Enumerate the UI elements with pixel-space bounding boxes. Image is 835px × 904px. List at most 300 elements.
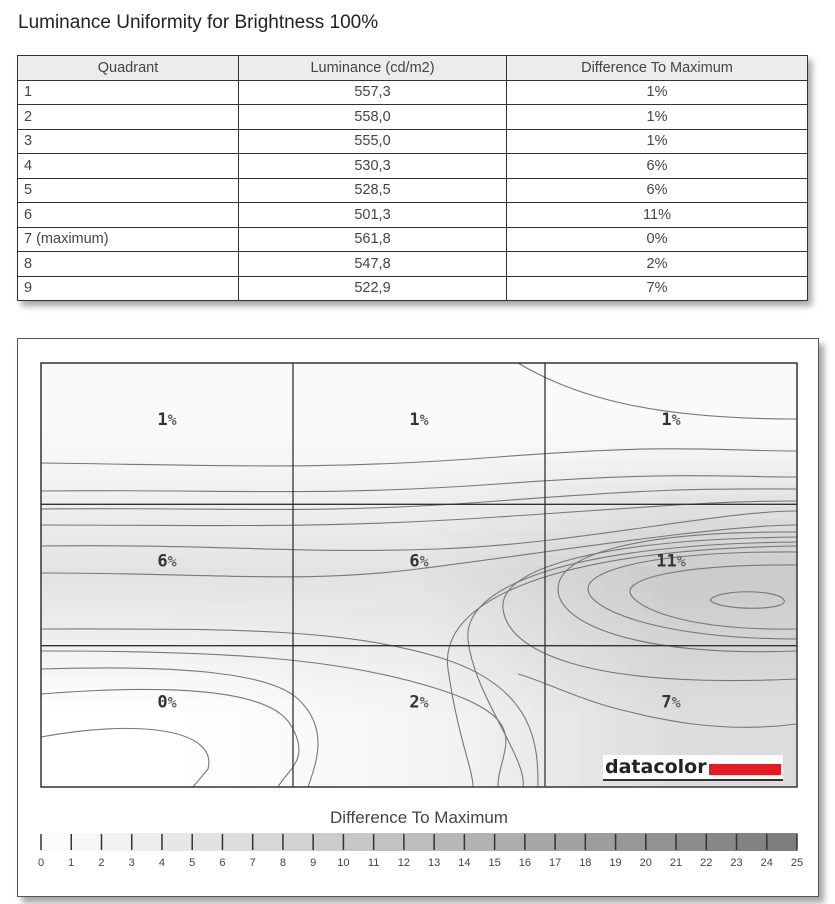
heatmap-sample: [149, 447, 162, 460]
heatmap-sample: [689, 675, 702, 688]
heatmap-sample: [149, 483, 162, 496]
heatmap-sample: [545, 387, 558, 400]
heatmap-sample: [485, 399, 498, 412]
heatmap-sample: [761, 423, 774, 436]
heatmap-sample: [113, 411, 126, 424]
heatmap-sample: [581, 627, 594, 640]
heatmap-sample: [497, 423, 510, 436]
heatmap-sample: [197, 363, 210, 376]
heatmap-sample: [185, 699, 198, 712]
heatmap-sample: [497, 699, 510, 712]
heatmap-sample: [641, 627, 654, 640]
heatmap-sample: [329, 363, 342, 376]
heatmap-sample: [473, 459, 486, 472]
heatmap-sample: [305, 591, 318, 604]
heatmap-sample: [545, 411, 558, 424]
legend-tick-label: 15: [488, 857, 501, 869]
heatmap-sample: [689, 687, 702, 700]
heatmap-sample: [677, 675, 690, 688]
heatmap-sample: [185, 375, 198, 388]
heatmap-sample: [665, 483, 678, 496]
heatmap-sample: [233, 387, 246, 400]
heatmap-sample: [161, 579, 174, 592]
heatmap-sample: [77, 591, 90, 604]
heatmap-sample: [137, 435, 150, 448]
heatmap-sample: [557, 471, 570, 484]
heatmap-sample: [653, 675, 666, 688]
heatmap-sample: [41, 495, 54, 508]
difference-cell: 11%: [507, 203, 808, 228]
heatmap-sample: [785, 603, 798, 616]
heatmap-sample: [389, 579, 402, 592]
heatmap-sample: [581, 711, 594, 724]
heatmap-sample: [737, 723, 750, 736]
heatmap-sample: [485, 723, 498, 736]
heatmap-sample: [485, 435, 498, 448]
heatmap-sample: [737, 375, 750, 388]
heatmap-sample: [197, 567, 210, 580]
legend-tick-label: 0: [37, 857, 45, 869]
heatmap-sample: [281, 675, 294, 688]
heatmap-sample: [77, 531, 90, 544]
heatmap-sample: [773, 687, 786, 700]
heatmap-sample: [749, 735, 762, 748]
quadrant-cell: 8: [18, 252, 239, 277]
heatmap-sample: [725, 699, 738, 712]
heatmap-sample: [365, 675, 378, 688]
heatmap-sample: [689, 375, 702, 388]
heatmap-sample: [641, 651, 654, 664]
heatmap-sample: [569, 615, 582, 628]
heatmap-sample: [545, 603, 558, 616]
heatmap-sample: [125, 699, 138, 712]
heatmap-sample: [245, 699, 258, 712]
heatmap-sample: [161, 471, 174, 484]
quadrant-cell: 4: [18, 154, 239, 179]
heatmap-sample: [257, 411, 270, 424]
heatmap-sample: [485, 567, 498, 580]
heatmap-sample: [125, 435, 138, 448]
heatmap-sample: [365, 759, 378, 772]
heatmap-sample: [221, 747, 234, 760]
heatmap-sample: [101, 735, 114, 748]
heatmap-sample: [725, 615, 738, 628]
heatmap-sample: [305, 735, 318, 748]
heatmap-sample: [689, 579, 702, 592]
heatmap-sample: [365, 771, 378, 784]
legend-tick-label: 25: [790, 857, 804, 869]
table-row: [18, 129, 808, 154]
heatmap-sample: [569, 579, 582, 592]
heatmap-sample: [593, 435, 606, 448]
heatmap-sample: [233, 483, 246, 496]
heatmap-sample: [53, 543, 66, 556]
heatmap-sample: [113, 471, 126, 484]
heatmap-sample: [197, 387, 210, 400]
heatmap-sample: [569, 759, 582, 772]
heatmap-sample: [509, 363, 522, 376]
heatmap-sample: [353, 651, 366, 664]
heatmap-sample: [161, 363, 174, 376]
luminance-table: [17, 55, 808, 301]
heatmap-sample: [329, 723, 342, 736]
heatmap-sample: [185, 399, 198, 412]
heatmap-sample: [269, 699, 282, 712]
heatmap-sample: [377, 507, 390, 520]
heatmap-sample: [137, 387, 150, 400]
heatmap-sample: [437, 747, 450, 760]
heatmap-sample: [89, 471, 102, 484]
brand-logo-text: datacolor: [605, 756, 707, 778]
heatmap-sample: [401, 627, 414, 640]
heatmap-sample: [293, 459, 306, 472]
heatmap-sample: [317, 555, 330, 568]
heatmap-sample: [677, 627, 690, 640]
heatmap-sample: [209, 495, 222, 508]
heatmap-sample: [581, 483, 594, 496]
heatmap-sample: [725, 735, 738, 748]
heatmap-sample: [401, 603, 414, 616]
heatmap-sample: [425, 627, 438, 640]
heatmap-sample: [53, 363, 66, 376]
heatmap-sample: [53, 459, 66, 472]
heatmap-sample: [365, 399, 378, 412]
heatmap-sample: [53, 663, 66, 676]
heatmap-sample: [593, 363, 606, 376]
heatmap-sample: [377, 579, 390, 592]
heatmap-sample: [413, 531, 426, 544]
heatmap-sample: [41, 723, 54, 736]
heatmap-sample: [617, 651, 630, 664]
heatmap-sample: [89, 603, 102, 616]
heatmap-sample: [185, 447, 198, 460]
heatmap-sample: [353, 591, 366, 604]
heatmap-sample: [197, 675, 210, 688]
heatmap-sample: [65, 555, 78, 568]
heatmap-sample: [497, 459, 510, 472]
heatmap-sample: [221, 435, 234, 448]
heatmap-sample: [533, 507, 546, 520]
heatmap-sample: [461, 663, 474, 676]
heatmap-sample: [185, 411, 198, 424]
heatmap-sample: [317, 363, 330, 376]
heatmap-sample: [473, 723, 486, 736]
heatmap-sample: [449, 555, 462, 568]
heatmap-sample: [329, 555, 342, 568]
heatmap-sample: [629, 687, 642, 700]
heatmap-sample: [149, 747, 162, 760]
heatmap-sample: [485, 759, 498, 772]
heatmap-sample: [425, 759, 438, 772]
heatmap-sample: [473, 747, 486, 760]
heatmap-sample: [113, 699, 126, 712]
heatmap-sample: [233, 615, 246, 628]
heatmap-sample: [353, 471, 366, 484]
heatmap-sample: [221, 711, 234, 724]
heatmap-sample: [209, 363, 222, 376]
heatmap-sample: [269, 483, 282, 496]
heatmap-sample: [317, 531, 330, 544]
page-title: Luminance Uniformity for Brightness 100%: [18, 12, 379, 33]
heatmap-sample: [389, 411, 402, 424]
heatmap-sample: [437, 675, 450, 688]
heatmap-sample: [389, 423, 402, 436]
heatmap-sample: [257, 471, 270, 484]
heatmap-sample: [413, 387, 426, 400]
heatmap-sample: [629, 459, 642, 472]
heatmap-sample: [137, 759, 150, 772]
heatmap-sample: [365, 531, 378, 544]
heatmap-sample: [305, 447, 318, 460]
heatmap-sample: [341, 615, 354, 628]
heatmap-sample: [581, 531, 594, 544]
heatmap-sample: [77, 447, 90, 460]
heatmap-sample: [569, 483, 582, 496]
heatmap-sample: [593, 603, 606, 616]
heatmap-sample: [41, 555, 54, 568]
heatmap-sample: [269, 687, 282, 700]
heatmap-sample: [293, 771, 306, 784]
heatmap-sample: [281, 699, 294, 712]
heatmap-sample: [173, 747, 186, 760]
heatmap-sample: [449, 531, 462, 544]
heatmap-sample: [677, 735, 690, 748]
heatmap-sample: [269, 459, 282, 472]
heatmap-sample: [509, 375, 522, 388]
heatmap-sample: [329, 483, 342, 496]
heatmap-sample: [533, 603, 546, 616]
heatmap-sample: [665, 591, 678, 604]
heatmap-sample: [557, 519, 570, 532]
heatmap-sample: [233, 375, 246, 388]
heatmap-sample: [329, 531, 342, 544]
heatmap-sample: [617, 363, 630, 376]
heatmap-sample: [509, 531, 522, 544]
heatmap-sample: [533, 663, 546, 676]
heatmap-sample: [389, 687, 402, 700]
heatmap-sample: [641, 435, 654, 448]
heatmap-sample: [221, 399, 234, 412]
heatmap-sample: [689, 591, 702, 604]
heatmap-sample: [185, 591, 198, 604]
heatmap-sample: [281, 459, 294, 472]
heatmap-sample: [197, 663, 210, 676]
heatmap-sample: [245, 567, 258, 580]
heatmap-sample: [41, 699, 54, 712]
heatmap-sample: [137, 579, 150, 592]
heatmap-sample: [65, 603, 78, 616]
heatmap-sample: [221, 447, 234, 460]
heatmap-sample: [569, 591, 582, 604]
heatmap-sample: [449, 471, 462, 484]
heatmap-sample: [629, 675, 642, 688]
heatmap-sample: [41, 591, 54, 604]
heatmap-sample: [317, 651, 330, 664]
heatmap-sample: [173, 375, 186, 388]
brand-logo-bar: [709, 764, 781, 775]
heatmap-sample: [725, 375, 738, 388]
heatmap-sample: [329, 447, 342, 460]
heatmap-sample: [89, 363, 102, 376]
heatmap-sample: [41, 459, 54, 472]
heatmap-sample: [89, 375, 102, 388]
heatmap-sample: [689, 459, 702, 472]
cell-unit: %: [167, 411, 177, 429]
heatmap-sample: [401, 711, 414, 724]
heatmap-sample: [641, 591, 654, 604]
heatmap-sample: [545, 663, 558, 676]
heatmap-sample: [113, 543, 126, 556]
heatmap-sample: [605, 579, 618, 592]
heatmap-sample: [257, 435, 270, 448]
heatmap-sample: [617, 711, 630, 724]
heatmap-sample: [293, 471, 306, 484]
heatmap-sample: [545, 363, 558, 376]
heatmap-sample: [341, 663, 354, 676]
heatmap-sample: [377, 387, 390, 400]
heatmap-sample: [473, 375, 486, 388]
legend-tick-label: 3: [128, 857, 135, 869]
heatmap-sample: [617, 567, 630, 580]
heatmap-sample: [605, 651, 618, 664]
heatmap-sample: [341, 675, 354, 688]
cell-value-label: [157, 551, 176, 571]
heatmap-sample: [113, 747, 126, 760]
heatmap-sample: [689, 711, 702, 724]
difference-cell: 6%: [507, 178, 808, 203]
heatmap-sample: [761, 363, 774, 376]
heatmap-sample: [41, 771, 54, 784]
heatmap-sample: [425, 375, 438, 388]
heatmap-sample: [101, 399, 114, 412]
heatmap-sample: [689, 471, 702, 484]
heatmap-sample: [209, 555, 222, 568]
heatmap-sample: [257, 687, 270, 700]
heatmap-sample: [569, 519, 582, 532]
heatmap-sample: [173, 711, 186, 724]
heatmap-sample: [233, 411, 246, 424]
heatmap-sample: [485, 699, 498, 712]
heatmap-sample: [521, 447, 534, 460]
cell-value-label: [157, 693, 176, 713]
heatmap-sample: [437, 567, 450, 580]
heatmap-sample: [593, 423, 606, 436]
heatmap-sample: [365, 543, 378, 556]
heatmap-sample: [713, 735, 726, 748]
heatmap-sample: [245, 747, 258, 760]
heatmap-sample: [497, 675, 510, 688]
heatmap-sample: [653, 735, 666, 748]
heatmap-sample: [545, 747, 558, 760]
heatmap-sample: [425, 363, 438, 376]
legend-color-segment: [555, 833, 586, 851]
heatmap-sample: [449, 567, 462, 580]
heatmap-sample: [317, 771, 330, 784]
legend-tick-label: 10: [337, 857, 350, 869]
heatmap-sample: [653, 591, 666, 604]
heatmap-sample: [617, 675, 630, 688]
heatmap-sample: [197, 687, 210, 700]
heatmap-sample: [785, 411, 798, 424]
heatmap-sample: [125, 471, 138, 484]
heatmap-sample: [785, 711, 798, 724]
heatmap-sample: [209, 759, 222, 772]
heatmap-sample: [737, 687, 750, 700]
heatmap-sample: [41, 615, 54, 628]
heatmap-sample: [569, 651, 582, 664]
heatmap-sample: [317, 747, 330, 760]
heatmap-sample: [53, 375, 66, 388]
heatmap-sample: [341, 423, 354, 436]
heatmap-sample: [317, 591, 330, 604]
heatmap-sample: [365, 747, 378, 760]
heatmap-sample: [41, 447, 54, 460]
heatmap-sample: [605, 615, 618, 628]
heatmap-sample: [101, 363, 114, 376]
heatmap-sample: [785, 651, 798, 664]
heatmap-sample: [137, 531, 150, 544]
heatmap-sample: [713, 567, 726, 580]
heatmap-sample: [701, 711, 714, 724]
heatmap-sample: [377, 723, 390, 736]
heatmap-sample: [65, 711, 78, 724]
heatmap-sample: [353, 531, 366, 544]
heatmap-sample: [689, 663, 702, 676]
heatmap-sample: [245, 759, 258, 772]
heatmap-sample: [113, 555, 126, 568]
heatmap-sample: [53, 555, 66, 568]
heatmap-sample: [113, 591, 126, 604]
cell-value-label: [409, 410, 428, 430]
heatmap-sample: [221, 735, 234, 748]
heatmap-sample: [329, 615, 342, 628]
heatmap-sample: [593, 687, 606, 700]
heatmap-sample: [377, 711, 390, 724]
heatmap-sample: [173, 435, 186, 448]
heatmap-sample: [221, 627, 234, 640]
heatmap-sample: [449, 579, 462, 592]
heatmap-sample: [785, 543, 798, 556]
heatmap-sample: [101, 531, 114, 544]
heatmap-sample: [245, 435, 258, 448]
heatmap-sample: [677, 375, 690, 388]
heatmap-sample: [557, 711, 570, 724]
heatmap-sample: [485, 615, 498, 628]
legend-tick-label: 14: [458, 857, 471, 869]
heatmap-sample: [497, 531, 510, 544]
heatmap-sample: [653, 723, 666, 736]
heatmap-sample: [437, 711, 450, 724]
heatmap-sample: [65, 615, 78, 628]
cell-value-label: [409, 551, 428, 571]
heatmap-sample: [233, 471, 246, 484]
heatmap-sample: [77, 399, 90, 412]
heatmap-sample: [557, 663, 570, 676]
heatmap-sample: [749, 603, 762, 616]
heatmap-sample: [677, 615, 690, 628]
heatmap-sample: [605, 675, 618, 688]
heatmap-sample: [209, 399, 222, 412]
heatmap-sample: [377, 459, 390, 472]
heatmap-sample: [653, 579, 666, 592]
heatmap-sample: [569, 459, 582, 472]
heatmap-sample: [317, 435, 330, 448]
heatmap-sample: [773, 363, 786, 376]
heatmap-sample: [257, 591, 270, 604]
heatmap-sample: [713, 591, 726, 604]
heatmap-sample: [209, 483, 222, 496]
heatmap-sample: [605, 375, 618, 388]
